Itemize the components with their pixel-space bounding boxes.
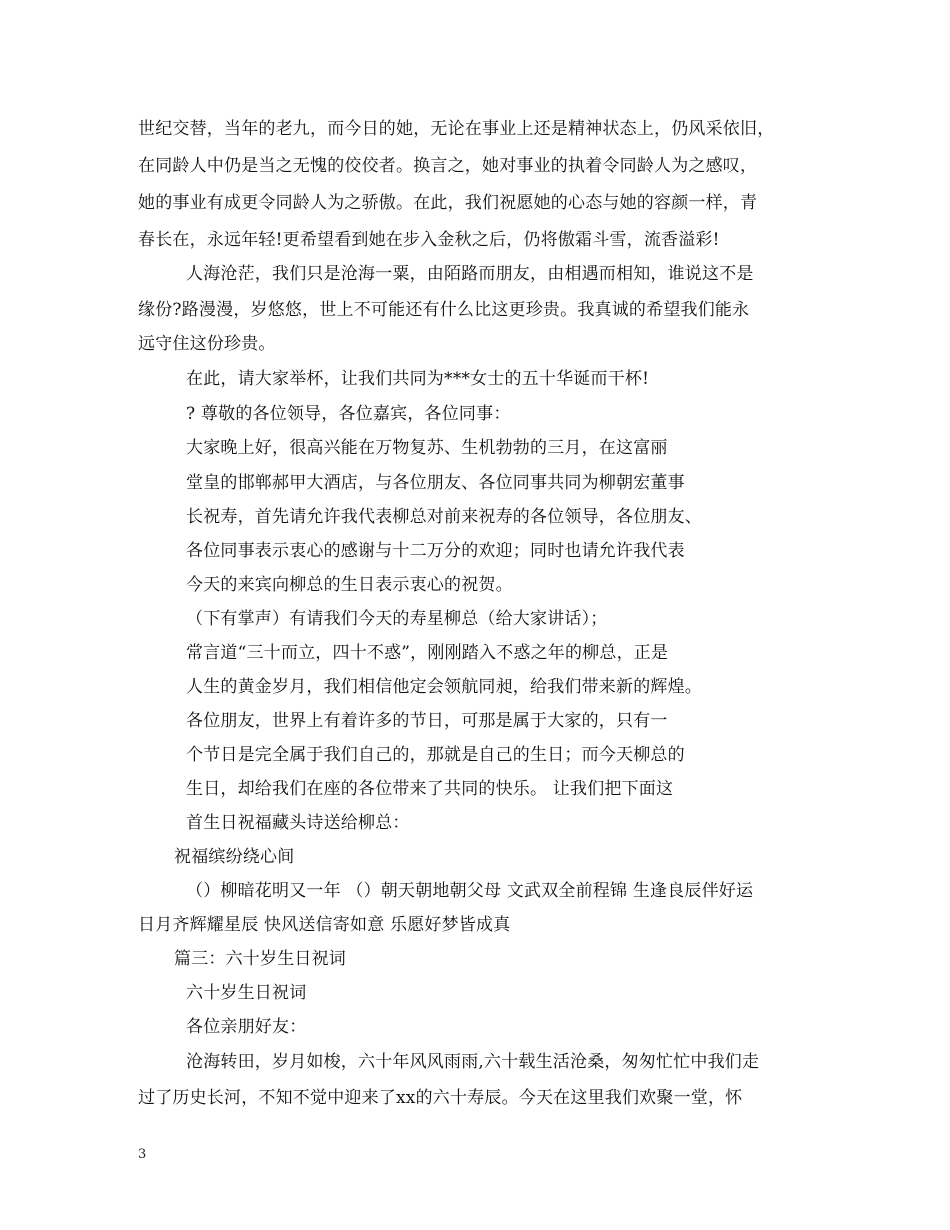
body-text-line: 大家晚上好，很高兴能在万物复苏、生机勃勃的三月，在这富丽 [186,438,668,458]
body-text-line: （）柳暗花明又一年 （）朝天朝地朝父母 文武双全前程锦 生逢良辰伴好运 [186,881,754,901]
body-text-line: 缘份?路漫漫，岁悠悠，世上不可能还有什么比这更珍贵。我真诚的希望我们能永 [138,300,750,320]
body-text-line: 人海沧茫，我们只是沧海一粟，由陌路而朋友，由相遇而相知，谁说这不是 [186,264,754,284]
body-text-line: 在此，请大家举杯，让我们共同为***女士的五十华诞而干杯! [186,369,650,389]
body-text-line: 她的事业有成更令同龄人为之骄傲。在此，我们祝愿她的心态与她的容颜一样，青 [138,193,758,213]
body-text-line: 今天的来宾向柳总的生日表示衷心的祝贺。 [186,575,513,595]
body-text-line: 堂皇的邯郸郝甲大酒店，与各位朋友、各位同事共同为柳朝宏董事 [186,473,685,493]
body-text-line: 祝福缤纷绕心间 [174,847,295,867]
body-text-line: 各位亲朋好友： [186,1017,307,1037]
body-text-line: 人生的黄金岁月，我们相信他定会领航同昶，给我们带来新的辉煌。 [186,677,702,697]
body-text-line: 常言道“三十而立，四十不惑”，刚刚踏入不惑之年的柳总，正是 [186,643,669,663]
body-text-line: 个节日是完全属于我们自己的，那就是自己的生日；而今天柳总的 [186,745,685,765]
body-text-line: 远守住这份珍贵。 [138,334,276,354]
body-text-line: 六十岁生日祝词 [186,983,307,1003]
body-text-line: 春长在，永远年轻!更希望看到她在步入金秋之后，仍将傲霜斗雪，流香溢彩! [138,230,720,250]
body-text-line: ? 尊敬的各位领导，各位嘉宾，各位同事： [186,404,511,424]
body-text-line: （下有掌声）有请我们今天的寿星柳总（给大家讲话）； [186,609,608,629]
section-heading: 篇三：六十岁生日祝词 [174,949,346,969]
body-text-line: 过了历史长河，不知不觉中迎来了xx的六十寿辰。今天在这里我们欢聚一堂，怀 [138,1088,743,1108]
body-text-line: 日月齐辉耀星辰 快风送信寄如意 乐愿好梦皆成真 [138,915,511,935]
body-text-line: 生日，却给我们在座的各位带来了共同的快乐。 让我们把下面这 [186,779,674,799]
body-text-line: 首生日祝福藏头诗送给柳总： [186,813,410,833]
body-text-line: 各位同事表示衷心的感谢与十二万分的欢迎；同时也请允许我代表 [186,541,685,561]
body-text-line: 在同龄人中仍是当之无愧的佼佼者。换言之，她对事业的执着令同龄人为之感叹， [138,156,758,176]
body-text-line: 长祝寿，首先请允许我代表柳总对前来祝寿的各位领导，各位朋友、 [186,507,702,527]
body-text-line: 世纪交替，当年的老九，而今日的她，无论在事业上还是精神状态上，仍风采依旧， [138,119,775,139]
body-text-line: 各位朋友，世界上有着许多的节日，可那是属于大家的，只有一 [186,711,668,731]
page-number: 3 [138,1147,147,1162]
body-text-line: 沧海转田，岁月如梭，六十年风风雨雨,六十载生活沧桑，匆匆忙忙中我们走 [186,1052,760,1072]
